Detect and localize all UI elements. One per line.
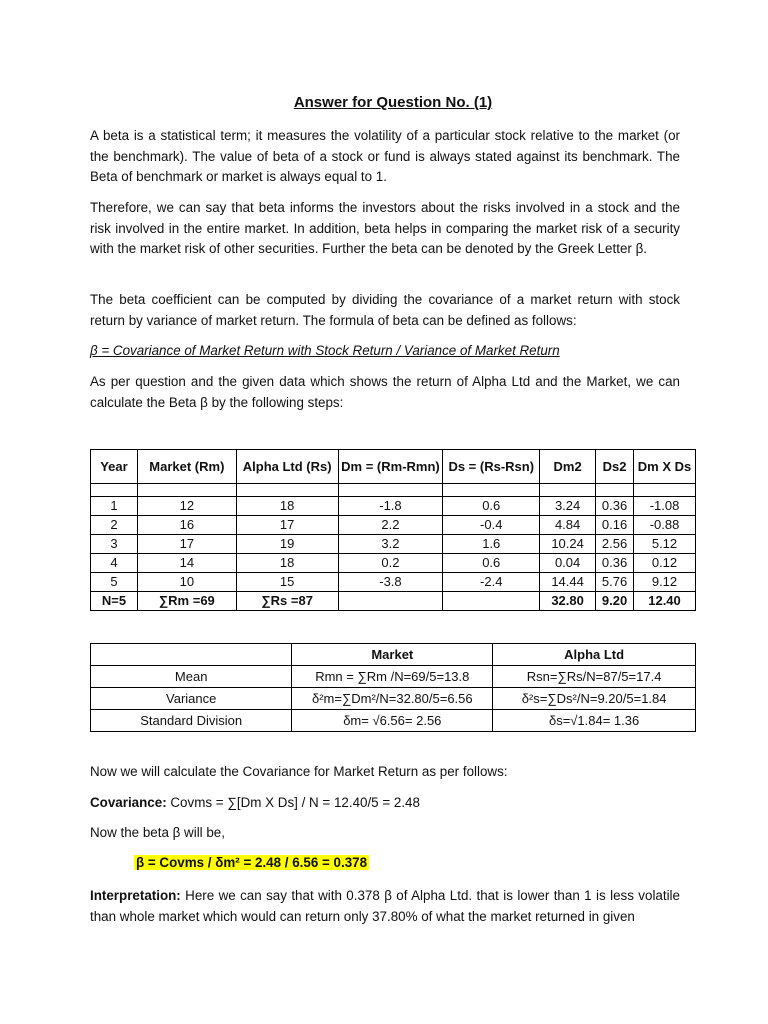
paragraph-coefficient: The beta coefficient can be computed by dividing the covariance of a market return with stock return by variance of market return. The formula of beta can be defined as follows: bbox=[90, 292, 680, 328]
total-cell: 12.40 bbox=[634, 592, 696, 611]
table-cell: δ²m=∑Dm²/N=32.80/5=6.56 bbox=[292, 688, 493, 710]
table-cell: 3.2 bbox=[338, 535, 443, 554]
beta-intro: Now the beta β will be, bbox=[90, 825, 225, 840]
beta-formula: β = Covariance of Market Return with Stock Return / Variance of Market Return bbox=[90, 343, 560, 358]
table-cell: 1.6 bbox=[443, 535, 540, 554]
table-cell: -1.08 bbox=[634, 497, 696, 516]
page-title: Answer for Question No. (1) bbox=[293, 94, 493, 111]
header-cell: Market bbox=[292, 644, 493, 666]
table-cell: Rsn=∑Rs/N=87/5=17.4 bbox=[493, 666, 696, 688]
table-cell: 4.84 bbox=[540, 516, 596, 535]
table-cell: 0.2 bbox=[338, 554, 443, 573]
table-cell: -3.8 bbox=[338, 573, 443, 592]
table-cell: 18 bbox=[236, 554, 338, 573]
table-row bbox=[91, 573, 696, 592]
table-cell: 5.76 bbox=[596, 573, 634, 592]
table-header-row bbox=[91, 450, 696, 484]
table-cell: 3.24 bbox=[540, 497, 596, 516]
table-cell: 9.12 bbox=[634, 573, 696, 592]
table-cell: 14 bbox=[137, 554, 236, 573]
header-cell: Ds2 bbox=[596, 450, 634, 484]
covariance-label: Covariance: bbox=[90, 795, 167, 810]
header-cell: Market (Rm) bbox=[137, 450, 236, 484]
table-cell: 16 bbox=[137, 516, 236, 535]
total-cell bbox=[443, 592, 540, 611]
total-cell: 32.80 bbox=[540, 592, 596, 611]
table-cell: 0.04 bbox=[540, 554, 596, 573]
header-cell: Alpha Ltd (Rs) bbox=[236, 450, 338, 484]
covariance-intro: Now we will calculate the Covariance for Market Return as per follows: bbox=[90, 764, 508, 779]
table-cell: 15 bbox=[236, 573, 338, 592]
table-cell: 19 bbox=[236, 535, 338, 554]
beta-result-line bbox=[134, 855, 369, 870]
table-cell: 3 bbox=[91, 535, 138, 554]
table-cell: 4 bbox=[91, 554, 138, 573]
paragraph-intro: A beta is a statistical term; it measures the volatility of a particular stock relative to the market (or the benchmark). The value of beta of a stock or fund is always stated against its benchmark. The Beta of benchmark or market is always equal to 1. bbox=[90, 128, 680, 184]
beta-result: β = Covms / δm² = 2.48 / 6.56 = 0.378 bbox=[136, 855, 368, 870]
header-cell: Dm2 bbox=[540, 450, 596, 484]
table-cell: δm= √6.56= 2.56 bbox=[292, 710, 493, 732]
table-cell: 18 bbox=[236, 497, 338, 516]
table-cell: 0.16 bbox=[596, 516, 634, 535]
total-cell: ∑Rm =69 bbox=[137, 592, 236, 611]
table-cell: 10.24 bbox=[540, 535, 596, 554]
total-cell: N=5 bbox=[91, 592, 138, 611]
table-cell: Variance bbox=[91, 688, 292, 710]
header-cell: Ds = (Rs-Rsn) bbox=[443, 450, 540, 484]
header-cell: Dm = (Rm-Rmn) bbox=[338, 450, 443, 484]
table-cell: Rmn = ∑Rm /N=69/5=13.8 bbox=[292, 666, 493, 688]
table-cell: 5 bbox=[91, 573, 138, 592]
returns-table bbox=[90, 449, 696, 611]
total-row bbox=[91, 592, 696, 611]
table-cell: 0.12 bbox=[634, 554, 696, 573]
header-cell: Alpha Ltd bbox=[493, 644, 696, 666]
table-cell: 5.12 bbox=[634, 535, 696, 554]
table-cell: Mean bbox=[91, 666, 292, 688]
covariance-formula: Covms = ∑[Dm X Ds] / N = 12.40/5 = 2.48 bbox=[170, 795, 420, 810]
table-cell: δ²s=∑Ds²/N=9.20/5=1.84 bbox=[493, 688, 696, 710]
table-row bbox=[91, 710, 696, 732]
table-cell: -1.8 bbox=[338, 497, 443, 516]
table-row bbox=[91, 554, 696, 573]
statistics-table bbox=[90, 643, 696, 732]
table-cell: 12 bbox=[137, 497, 236, 516]
interpretation-paragraph bbox=[90, 886, 680, 927]
table-row bbox=[91, 535, 696, 554]
table-cell: 17 bbox=[137, 535, 236, 554]
table-cell: -0.88 bbox=[634, 516, 696, 535]
table-row bbox=[91, 688, 696, 710]
table-cell: 2.56 bbox=[596, 535, 634, 554]
interpretation-label: Interpretation: bbox=[90, 888, 181, 903]
table-cell: δs=√1.84= 1.36 bbox=[493, 710, 696, 732]
header-cell bbox=[91, 644, 292, 666]
covariance-line bbox=[90, 795, 420, 810]
table-cell: 1 bbox=[91, 497, 138, 516]
table-cell: -0.4 bbox=[443, 516, 540, 535]
total-cell: 9.20 bbox=[596, 592, 634, 611]
paragraph-investors: Therefore, we can say that beta informs the investors about the risks involved in a stock and the risk involved in the entire market. In addition, beta helps in comparing the market risk of a security with the market risk of other securities. Further the beta can be denoted by the Greek Letter β. bbox=[90, 200, 680, 256]
spacer-row bbox=[91, 484, 696, 497]
header-cell: Dm X Ds bbox=[634, 450, 696, 484]
interpretation-text: Here we can say that with 0.378 β of Alpha Ltd. that is lower than 1 is less volatile than whole market which would can return only 37.80% of what the market returned in given bbox=[90, 888, 680, 924]
total-cell bbox=[338, 592, 443, 611]
table-row bbox=[91, 497, 696, 516]
table-cell: Standard Division bbox=[91, 710, 292, 732]
table-cell: 10 bbox=[137, 573, 236, 592]
table-cell: 14.44 bbox=[540, 573, 596, 592]
table-cell: -2.4 bbox=[443, 573, 540, 592]
table-header-row bbox=[91, 644, 696, 666]
total-cell: ∑Rs =87 bbox=[236, 592, 338, 611]
table-cell: 0.6 bbox=[443, 497, 540, 516]
table-cell: 2 bbox=[91, 516, 138, 535]
table-cell: 0.36 bbox=[596, 554, 634, 573]
paragraph-steps: As per question and the given data which shows the return of Alpha Ltd and the Market, we can calculate the Beta β by the following steps: bbox=[90, 374, 680, 410]
header-cell: Year bbox=[91, 450, 138, 484]
table-row bbox=[91, 666, 696, 688]
table-row bbox=[91, 516, 696, 535]
table-cell: 2.2 bbox=[338, 516, 443, 535]
table-cell: 0.6 bbox=[443, 554, 540, 573]
table-cell: 17 bbox=[236, 516, 338, 535]
table-cell: 0.36 bbox=[596, 497, 634, 516]
